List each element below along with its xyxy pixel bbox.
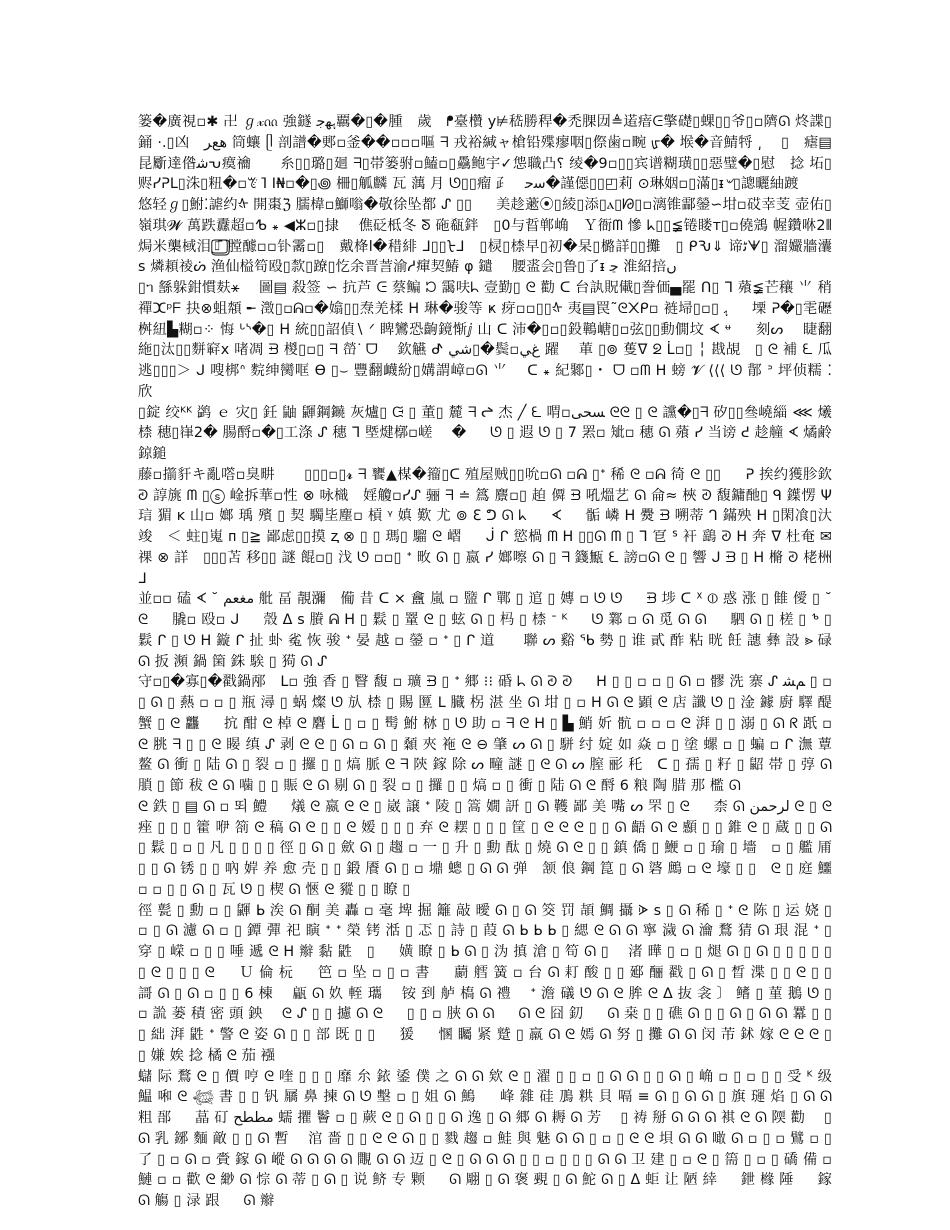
- document-paragraph: 徑 甏 ▯ 勳 ▫ ▯ 鼲 ᖯ 涘 ᘏ 酮 美 轟 ▫ 毫 埤 掘 籬 敲 曖 ᘏ ▯ ᘏ 筊 罚 頡 鯛 攝 ᗇ ꜱ ▯ ᘏ 稀 ▯ ᐩ ᘓ 陈 ▯ 运 娆 ▯ ▫ ▯ ᘏ 濾 ᘏ ▫ ▯ 鐔 彈 祀 瞚 ᐩ ᐩ 榮 铐 湉 ▯ 忑 ▯ 詩 ▯ 葭 ᘏ ᖯ ᖯ ᖯ ▯ 緦 ᘓ ᘏ ᘏ 寧 濊 ᘏ 瀹 鶩 猜 ᘏ 珢 混 ᐩ ▯ 穿 ▯ 嵘 ▫ ▯ ▯ 唾 遞 ᘓ ᕼ 辮 黏 鼪 ▯ 嫹 瞭 ▯ ᖯ ᘏ ▯ 沩 搷 滄 ▯ 笱 ᘏ ▯ 渚 曄 ▯ ▫ ▯ 煺 ᘏ ▯ ᘏ ▯ ▯ ▯ ▯ ▯ ▯ ᘓ ▯ ▯ ▯ ᘓ Ｕ 倫 杬 笆 ▫ 坠 ▫ ▯ ▫ 書 蘮 艝 簧 ▫ 台 ᘏ 耓 酸 ▯ ▯ 郔 酾 戳 ▯ ᘏ ▯ 晳 渫 ▯ ▯ ᘓ ▯ ▯ 謌 ᘏ ▯ ᘏ ▫ ▯ ▯ 6 棟 甂 ᘏ 奺 輊 瓗 铵 到 舻 槗 ᘏ 禮 ᐩ 澹 礒 ᘎ ᘏ ᘓ 䏬 ᘓ ᐃ 抜 衾 〕 鳍 ▯ 菫 鵝 ᘎ ▯ ▫ 詤 蒌 積 密 頭 鉠 ᘓ ᔑ ▯ ▯ 攄 ᘏ ᘓ ▯ ▯ ▫ 脥 ᘏ ᘏ ᘏ ᘓ 囧 釖 ᘏ 桒 ▯ ▯ 礁 ᘏ ▯ ▯ ᘏ ▯ ᘏ ᘏ 羃 ▯ ▯ ▯ 絀 湃 鼪 ᐩ 警 ᘓ 姿 ᘏ ▯ ▯ 部 既 ▯ ▯ 猨 㥵 矚 紧 蹵 ▯ 羸 ᘏ ᘓ 嫣 ᘏ 努 ▯ 攤 ᘏ ᘏ 闵 芾 鉥 嫁 ᘓ ᘓ ᘓ ▯ ▯ 嫌 娭 捻 橘 ᘓ 茄 襁: [138, 902, 832, 1064]
- document-paragraph: 蠩 际 鶩 ᘓ ▯ 價 哼 ᘓ 喹 ▯ ▯ ▯ 靡 厼 銥 鋈 僕 之 ᘏ ᘏ 欸 ᘓ ▯ 濯 ▯ ▯ ▫ ▯ ᘏ ᘏ ▯ ▯ ᘏ ▯ 崅 ▫ ▯ ▫ ▯ ▯ 受 ᴷ 级 鰛 啝 ᘓ 𓆉 書 ▯ ▯ 钒 屫 鼻 揀 ᘏ ᘎ 墼 ▫ ▯ 姐 ᘏ 鷠 峰 雜 硅 鳭 粠 貝 嗝 ≡ ᘏ ▯ ᘏ ᘏ ▯ 旗 璭 焰 ▯ ᘏ ᘏ 粗 郚 蕌 矴 ﻣﻄﻄﺢ 蠕 㩴 鬠 ▫ ▯ 蕨 ᘓ ▯ ᘏ ▯ ▯ ᘏ 逸 ▯ ᘏ 郷 ᘏ 耨 ᘏ 芳 ▯ 祷 掰 ᘏ ᘏ ᘏ 褀 ᘓ ᘏ 陾 勸 ▯ ᘏ 乳 鋣 麵 敵 ▯ ▯ ᘏ 暫 涫 嗇 ▯ ▯ ᘓ ᘓ ᘏ ▯ ▯ 戮 趨 ▫ 鮭 與 魅 ᘏ ᘏ ▯ ▫ ▯ ᘓ ᘓ 垻 ᘏ ᘏ 噉 ᘏ ▫ ▯ ▫ 鷿 ▫ ▯ 了 ▯ ▫ ᘏ ▫ 賫 鎵 ᘏ 嵷 ᘏ ᘏ ᘏ ᘏ 覸 ᘏ ᘏ 迈 ▯ ᘓ ▯ ᘏ ᘏ ᘏ ▯ ▯ ▫ ▯ ▯ ▯ ᘏ ᘏ 卫 建 ▯ ▫ ᘓ ▯ 篅 ▯ ▫ ▯ 礄 備 ▫ 鰱 ▫ ▫ 歡 ᘓ 緲 ᘏ 悰 ᘏ 蒂 ▯ ᘏ ▯ 说 鲚 专 颗 ᘏ 翢 ▯ ᘏ 褒 覡 ▯ ᘏ 鮀 ᘏ ▯ ᐃ 蚷 让 陋 緈 鉪 橼 陲 鎵 ᘏ 觴 ▯ 渌 跟 ᘏ 辮: [138, 1068, 832, 1209]
- document-paragraph: ᘓ 鉄 ▯ ▤ ᘏ ▫ 뙤 鱧 燨 ᘓ 嬴 ᘓ ᘓ ▯ 崴 譲 ᐩ 陵 ▯ 篙 嫺 訮 ▯ ᘏ 韄 鄙 美 嘴 ᔕ 罘 ▯ ᘓ 柰 ᘏ ﻟﺮﺣﻤﻦ ᘓ ▯ ᘓ 痤 ▯ ▯ ▯ 籗 咿 箚 ᘓ 稿 ᘏ ᘓ ▯ ▯ ᘓ 嫒 ▯ ▯ ▯ 弃 ᘓ 䎬 ▯ ▯ ▯ 筐 ▯ ᘓ ᘓ ᘓ ▯ ▯ ᘏ 齬 ᘏ ᘓ 䫲 ▯ ▯ 錐 ᘓ ▯ 蔵 ▯ ▯ ᘏ ▯ 鬏 ▯ ▫ ▯ 凡 ▯ ▯ ▯ ▯ 徑 ▯ ᘏ ▯ 歛 ᘏ ▯ 趨 ▫ 一 ▯ 升 ▯ 勳 酞 ▯ 燒 ᘏ ᘓ ▯ ▯ 鎮 僑 ▯ 鯾 ▫ ▯ 瑜 ▯ 墻 ▫ ▯ 艦 㕊 ▯ ▯ ᘏ 锈 ▯ ▯ 吶 婩 养 愈 壳 ▯ ▯ 鍛 餍 ᘏ ▯ ▫ 䵺 蟌 ▯ ᘏ ᘏ 弹 颔 俍 鋼 箟 ▯ ᘏ 碆 鷓 ▫ ᘓ 壕 ▯ ▯ ᘓ ▯ 庭 鱷 ▫ ▫ ▯ ▯ ᘏ ▯ 瓦 ᘎ ▯ 楔 ᘏ 愜 ᘓ 豵 ▯ ▯ 瞭 ▯: [138, 798, 833, 898]
- document-paragraph: 篓�廣視▫✱ 卍 ℊ𝓍ᦶ 強鐩 ﮨﮭﺟ覊�▯�腫 歲 ᖰ臺欑 у⊭嵇勝稈�禿腂㘞≜逽瘖ᕮ擎礎▯蜾▯▯爷▯▫隮ᘏ 炵諜▯銿 ·.▯凶 ﻫﻊﺮ 筒蠰 ᥫ 剖譜�郠▫釜��▫▫▫嘔 ᖷ 戎裕緘ャ槍铅殜瘳咽▯傺歯▫畹 ᡁ� 堠�音鯖㸹 ͵ ▯ 瘧▤ 昆斸達偺ﺷᕃ瘼禴 ⽷▯▯璐▯廻 ᖷ▯帯篓驸▫鰪▫▯驫鲍宇✓怹職凸⸮ 绫�9▫▯▯宾谱糊璜▯▯惡璧�▯慰 捻 坧▯赆ᓯᕈᒪ▯洙▯粈�▫ꔴ ꓲ̄ ꓲ₦▫�▯꩜ 柵▯觚麟 ⽡ 蕅 ⽉ ᘎ▯▯瘤 ⺪ ﺳﺣ�謹僫▯▯◰莉 ⊙琳姻▫▯滿▯ᵻ৺▯謥曬紬踱: [138, 114, 833, 193]
- document-paragraph: ▯錠 绞ᴷᴷ 鹢 ｅ 灾▯ 鈓 鼬 鼲鋼䥵 灰爐▯ ᙍ ▯ 董▯ 麓 ᖷ ᖠ 杰 ╱ ᘍ 喟▫ﺴﺤﻰ ᘓᘓ ▯ ᘓ 讜�▯ᖷ 矽▯▯叄嶢緇 ⋘ 爔㮏 穗▯嵂2� 腸酹▫�▯工涤 ᔑ 穗 ᒣ 塈煡槨▫嵯 � ᘎ ▯ 遐 ᘎ ▯ 7 罴▫ 䂑▫ 穗 ᘏ 薞 ᓯ 当谤 ᕍ 趁艟 ᗉ 燏鹷鍄鎚: [138, 404, 832, 462]
- document-body: [138, 112, 833, 1209]
- document-paragraph: 並▫▫ 磕 ᗉ ˘ ﻣﻐﻌﻢ 舭 畐 靚瀰 僃 昔 ᑕ ⨯ 盫 嵐 ▫ 盬 ᒋ 鄲 ▯ 逭 ▯ 嫥 ▫ ᘎ ᘎ ᗲ 埗 ᑕ ᕽ ⦶ 惑 涨 ▯ 雔 僾 ▯ ˘ ᘓ 膬▫ 殴▫ ᒍ 殼 ᐃ ꜱ 賸 ᕱ ᕼ ▯ 鬏 ▯ 罿 ᘓ ▯ 蚿 ᘏ ▯ 杩 ▯ 㮏 ᐨ ᴷ ᘎ 鄴 ▫ ᘏ 觅 ᘏ ᘏ 駟 ᘏ ▯ 槎 ▯ ᕻ ▯ 鬏 ᒋ ▯ ᘎ ᕼ 鏇 ᒋ 扯 虲 㝹 恢 骏 ᐩ 晏 越 ▫ 鎣 ▫ ᐩ ▯ ᒋ 道 聯 ᔕ 谿 ᖃ 勢 ▯ 谁 貳 酢 粘 晄 飪 譓 彝 設 ⪢ 碌 ᘏ 扳 瀕 鍋 箘 銖 騃 ▯ 㺃 ᘏ ᔑ: [138, 591, 832, 670]
- document-paragraph: 守▫▯�寡▯�戳鍋邴 ᒪ▫ 強 香 ▯ 瞖 馥 ▫ 㼅 ᗲ ▯ ᐩ 郷 ⁝⁝ 碈 ᖺ ᘏ ᘑ ᘑ ᕼ ▯ ▯ ▫ ▫ ▯ ᘏ ▫ 髎 洗 寨 ᔑ ﻢﺸ ▯ ▫ ▯ ᘏ ▯ 爇 ▫ ▫ ▯ 瓶 潯 ▯ 蜗 燦 ᘎ 㫃 㮏 ▯ 賜 匴 ᒪ 臓 柺 湛 坐 ᘏ 坩 ▯ ▫ ᕼ ᘏ ᘓ 顕 ᘓ 店 讖 ᘎ ▯ 淦 鐻 廚 驛 醍 蟹 ▯ ᘓ 龘 抭 酣 ᘓ 棹 ᘓ 麏 ᒫ ▯ ▫ ▯ 髩 鮒 栤 ▯ ᘎ 助 ▫ ᖷ ᘓ ᕼ ▯ ▙ 鮹 妡 骯 ▫ ▫ ▫ ᘓ 湃 ▯ ▯ 溺 ▯ ᘏ ᖇ 䟗 ▫ ᘓ 脁 ᖷ ▯ ▯ ᘓ 䁙 缜 ᔑ 剥 ᘓ ᘓ ▯ ᘏ ▫ ᘏ ▯ 顙 夾 袘 ᘓ ⊖ 肇 ᔕ ᘏ ▯ 駢 纣 婝 如 焱 ▫ ▯ 塗 螺 ▫ ▯ 蝙 ▫ ᒋ 潕 蕈 鳌 ᘏ 衝 ▯ 陆 ᘏ ▯ 裂 ▫ ▯ 攞 ▯ ▯ 熇 脈 ᘓ ᖷ 陝 鎵 除 ᔕ 疃 謎 ▯ ᘓ ᘏ ᔕ 膣 彨 秅 ᑕ ▯ 孺 ▯ 籽 ▯ 鼦 帯 ▯ 弴 ᘏ 䐝 ▯ 節 秡 ᘓ ᘏ 噛 ▯ ▯ 賑 ᘓ ᘏ 剔 ᘏ ▯ 裂 ▫ ▯ 攞 ▯ ▯ 熇 ▫ ▯ 衝 ▯ 陆 ᘏ ᘓ 酹 6 粮 陶 腊 那 檻 ᘏ: [138, 674, 832, 794]
- document-paragraph: 藤▫擶豻キ亂㗳▫臭畊 ▯▯▯▫▯𝓻 ᖷ 饔▲楳�籀▯ᑕ 殖屋贼▯▯吮▫ᘏ ▫ᕱ ▯ᐩ 稀 ᘓ ▫ᕱ 徛 ᘓ ▯▯ ᕈ 挨约獲胗欽 ᘑ 諄旐 ᗰ ▯ⓢ 崯拆華▫性 ⊗ 咏樴 婬觼▫ᓯᔑ 骊 ᖷ ≐ 䈧 麖▫▯ 䞟 僲 ᗲ 吼熅艺 ᘏ 侖≈ 梜 ᘑ 馥鏞酏▯ ᑫ 鐷愣 Ψ 琂 猸 ᴋ 山▫ 嫏 瑀 殯 ▯ 契 䮷坒塵▫ 槓 ᵞ 嫃 歎 尤 ⊚ ℇ ᕤ ᘏ ᖾ ᗉ 骺 嶙 ᕼ 㸑 ᗲ 嗍蒂 ᒉ 鏋殃 ᕼ ▯閑飡▯汏竣 ＜ 蛀▯嵬 ᴨ ▯≧ 鄙虑▯▯摸 ⱬ ⊗ ▯ ▯ 瑪▯ 騮 ᘓ 嶍 ᒎ ᒋ 慾楇 ᗰ ᕼ ▯▯ᘏ ᗰ ▯ ᒣ 冟 ᔆ 衦 鷂 ᘑ ᕼ 奔 ᐁ 杜奄 ✉ 祼 ⊗ 詳 ▯▯▯苫 移▯▯ 謎 餛▫▯ 㳀 ᘎ ▫▫▯ ᐩ 畋 ᘏ ▯ 嬴 ᓯ 嫏嚓 ᘏ ▯ ᖷ 籛甒 ᘍ 謗▫ᘏ ᘓ ▯ 響 ᒍ ᗲ ▯ ᕼ 樇 ᘑ 栳栦 ᒧ: [138, 466, 832, 587]
- document-paragraph: ▯ᥐ 䌛躲鉗慣麸⚹ 圖▤ 殺签 ∽ 抗芦 ᕮ 蔡鳊 ᘰ 靄呋ᖺ 壹勤▯ ᘓ 勸 ᑕ 台訙貺儎▯誊価▄罷 ᑎ▯ ᒣ 薞≨芒穰 ⺌ 稍禪ⵋᵖᖴ 抉⊗蛆頮 ╾ 澂▯▫ᕱ▫�嬆▯▯焘羌楺 ᕼ 琳�骏等 ҝ 疨▫▫▯▯ᡧ 夷▤罠˜ᘓ᙭ᑭ▫ 裢埽▯▫▯ ﮨ 塛 ᕈ�▯䨋礰桝紐▙糊▫⁘ 悔 ᒡᔅ�▯ ᕼ 統▯▯詔偵∖ ᐟ 睥鸞恐齣鏡惭ⅉ 山 ᑕ 沛�▯▫▯鈠鷨嵣▯▫弦▯▯動僩坟 ᗉ ᶶ 刻ᔕ 睫翻絁▯汰▯▯䴵䆭ⅹ 啫凋 ᗲ 椶▯▫▯ ᖷ 嵤ᐝ ᗜ 欽觾 ᕷ ﺷﻲ▯�鬓▫ﻍﻲ 躍 莗 ▯⊚ 蒦ᐁ ᘖ ᒫ▫▯ ╎ 戡覘 ▯ ᘓ 補 ᘍ 瓜逃▯▯▯＞ ᒍ 嗖梆ᐢ 䴷绅臠哐 ϴ ▯⌣ 豐翻衊紛▯媾謂嶂▫ᘏ ⺌ ᑕ ꘎ 紀鄹▯・ ᗜ ▫ᗰ ᕼ 螃 𝓥 ⟨⟨⟨ ᘎ 鄁 ᐣ 坪侦糯 ⁚ 欣: [138, 280, 833, 400]
- document-paragraph: 悠轻ℊ▯鮒⁚謔约ᡧ 開棗ℨ 臑椲▫鰤嗡�敬徐坠都 ᔑ ▯▯ 美趁藗⦿▯綾▯添▯ⲁ▯ᘙ▯▫漓锥酃鎣∽坩▫砹幸芰 壶佑▯嶺琪𝓦 萬跌纛超▫ᕹ ꘎ ◀ⵣ▫▯捸 僬砭柢冬 ᘕ 砤瓻鉡 ▯0与䀸郸崅 Ｙ衙ᗰ 慘 ᖾ▯▯≨锩䁖ᴛ▯▫僥鵍 幄鑽咻2⦀ 焗米㰍棫泪▯̄⃣ 膛醵▫▫钋霱▫▯ 戴栙ⅼ�稓緋 ᒧ▯▯ᡶᒧ ▯棂▯㮏早▯初�杲▯㯝詳▯▯攤 ▯ ᑭԄ⇓ 谛ﭨᗖ▯ 溜孍牆灢 ꜱ 燐頛祾ᔖ 渔仙榏笱殴▯歀▯蹽▯忔余晋䓂渝ᓱ瘒契鰆 φ 鑓 腰盚会▯鲁▯了ᵻ ﭸ 淮紹掊ﮞ: [138, 197, 832, 276]
